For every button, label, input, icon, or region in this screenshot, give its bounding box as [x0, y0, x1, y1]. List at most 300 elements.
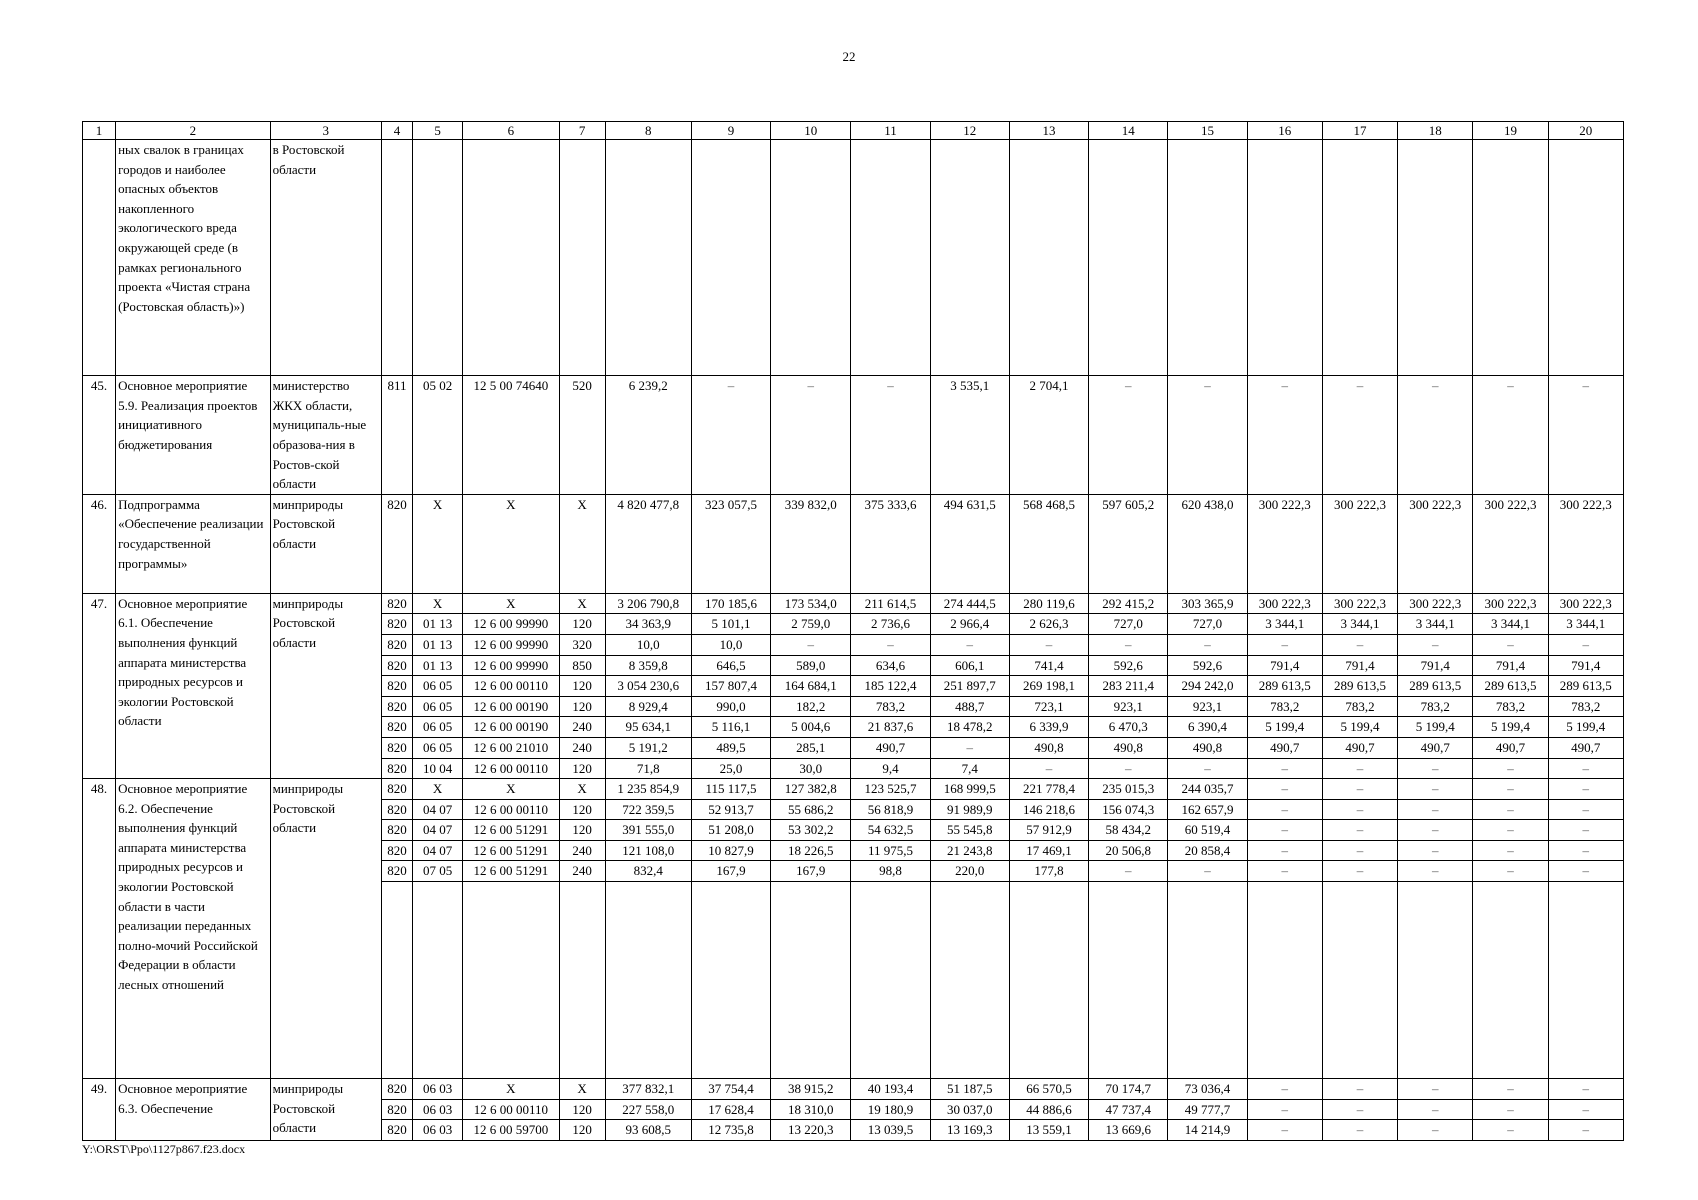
filler-cell — [930, 514, 1009, 593]
table-cell: 3 344,1 — [1247, 614, 1322, 635]
table-cell: 568 468,5 — [1009, 494, 1088, 514]
table-cell: 727,0 — [1089, 614, 1168, 635]
table-cell: – — [1168, 634, 1247, 655]
empty-cell — [463, 140, 559, 376]
table-cell: – — [1548, 376, 1623, 396]
table-cell: 5 199,4 — [1247, 717, 1322, 738]
table-cell: 10,0 — [605, 634, 691, 655]
table-cell: – — [1247, 1079, 1322, 1100]
table-cell: 01 13 — [413, 655, 463, 676]
table-cell: 820 — [381, 696, 412, 717]
table-cell: 820 — [381, 494, 412, 514]
table-cell: 06 05 — [413, 696, 463, 717]
table-cell: 727,0 — [1168, 614, 1247, 635]
table-cell: 3 206 790,8 — [605, 593, 691, 614]
table-cell: – — [1398, 799, 1473, 820]
filler-cell — [1322, 396, 1397, 495]
table-cell: 20 506,8 — [1089, 840, 1168, 861]
row-number: 45. — [83, 376, 116, 495]
table-cell: – — [1548, 758, 1623, 779]
table-cell: 120 — [559, 799, 605, 820]
table-cell: 783,2 — [1247, 696, 1322, 717]
table-cell: 990,0 — [691, 696, 770, 717]
table-cell: 274 444,5 — [930, 593, 1009, 614]
table-cell: 4 820 477,8 — [605, 494, 691, 514]
table-cell: 120 — [559, 676, 605, 697]
table-cell: 55 686,2 — [771, 799, 851, 820]
table-row — [83, 494, 1624, 514]
table-cell: 606,1 — [930, 655, 1009, 676]
table-cell: – — [1398, 758, 1473, 779]
table-cell: 2 759,0 — [771, 614, 851, 635]
column-header: 13 — [1009, 122, 1088, 140]
table-row — [83, 1079, 1624, 1100]
table-cell: – — [1247, 1099, 1322, 1120]
table-cell: 490,7 — [1322, 737, 1397, 758]
column-header: 9 — [691, 122, 770, 140]
table-cell: 811 — [381, 376, 412, 396]
table-cell: – — [1548, 1099, 1623, 1120]
filler-cell — [851, 396, 930, 495]
table-cell: 173 534,0 — [771, 593, 851, 614]
filler-cell — [413, 514, 463, 593]
table-cell: – — [851, 376, 930, 396]
empty-cell — [1089, 140, 1168, 376]
table-cell: 280 119,6 — [1009, 593, 1088, 614]
filler-cell — [691, 396, 770, 495]
table-cell: 70 174,7 — [1089, 1079, 1168, 1100]
table-cell: 60 519,4 — [1168, 820, 1247, 841]
table-body — [83, 140, 1624, 1141]
table-cell: 5 116,1 — [691, 717, 770, 738]
table-cell: 283 211,4 — [1089, 676, 1168, 697]
table-cell: 292 415,2 — [1089, 593, 1168, 614]
table-cell: 47 737,4 — [1089, 1099, 1168, 1120]
filler-cell — [1473, 514, 1548, 593]
table-cell: 592,6 — [1168, 655, 1247, 676]
filler-cell — [1398, 396, 1473, 495]
table-cell: 12 6 00 00110 — [463, 1099, 559, 1120]
table-cell: – — [930, 634, 1009, 655]
table-cell: 592,6 — [1089, 655, 1168, 676]
table-cell: – — [1473, 861, 1548, 882]
table-cell: 211 614,5 — [851, 593, 930, 614]
table-cell: 791,4 — [1247, 655, 1322, 676]
table-cell: Х — [413, 593, 463, 614]
table-cell: Х — [413, 494, 463, 514]
filler-cell — [1009, 396, 1088, 495]
table-cell: 01 13 — [413, 634, 463, 655]
row-number: 47. — [83, 593, 116, 778]
table-cell: 10 827,9 — [691, 840, 770, 861]
table-cell: 06 03 — [413, 1099, 463, 1120]
table-cell: 123 525,7 — [851, 779, 930, 800]
table-cell: 490,7 — [1548, 737, 1623, 758]
filler-cell — [1089, 396, 1168, 495]
table-cell: 240 — [559, 717, 605, 738]
table-cell: – — [1322, 1079, 1397, 1100]
table-cell: 597 605,2 — [1089, 494, 1168, 514]
table-cell: 850 — [559, 655, 605, 676]
table-cell: 240 — [559, 737, 605, 758]
table-cell: 12 5 00 74640 — [463, 376, 559, 396]
table-cell: – — [1089, 758, 1168, 779]
table-cell: 289 613,5 — [1322, 676, 1397, 697]
table-header — [83, 122, 1624, 140]
filler-cell — [381, 882, 412, 1079]
table-cell: 646,5 — [691, 655, 770, 676]
table-cell: 3 535,1 — [930, 376, 1009, 396]
table-cell: 221 778,4 — [1009, 779, 1088, 800]
table-cell: 3 054 230,6 — [605, 676, 691, 697]
table-cell: 120 — [559, 614, 605, 635]
table-cell: – — [1168, 376, 1247, 396]
table-cell: – — [1548, 820, 1623, 841]
row-executor: министерство ЖКХ области, муниципаль-ные образова-ния в Ростов-ской области — [270, 376, 381, 495]
table-cell: 04 07 — [413, 820, 463, 841]
table-cell: 490,8 — [1168, 737, 1247, 758]
filler-cell — [691, 514, 770, 593]
table-cell: 58 434,2 — [1089, 820, 1168, 841]
table-cell: 289 613,5 — [1473, 676, 1548, 697]
table-cell: – — [1168, 758, 1247, 779]
table-cell: – — [1398, 376, 1473, 396]
table-cell: 51 187,5 — [930, 1079, 1009, 1100]
table-cell: 12 6 00 00110 — [463, 799, 559, 820]
table-cell: 11 975,5 — [851, 840, 930, 861]
table-cell: 06 05 — [413, 676, 463, 697]
table-cell: 18 478,2 — [930, 717, 1009, 738]
table-cell: – — [1247, 840, 1322, 861]
table-cell: 3 344,1 — [1398, 614, 1473, 635]
table-cell: 7,4 — [930, 758, 1009, 779]
table-cell: 820 — [381, 758, 412, 779]
filler-cell — [1398, 882, 1473, 1079]
table-cell: – — [930, 737, 1009, 758]
filler-cell — [930, 882, 1009, 1079]
empty-cell — [1247, 140, 1322, 376]
table-cell: 227 558,0 — [605, 1099, 691, 1120]
row-executor: минприроды Ростовской области — [270, 494, 381, 593]
table-cell: 06 05 — [413, 717, 463, 738]
table-cell: 490,7 — [851, 737, 930, 758]
column-header: 7 — [559, 122, 605, 140]
filler-cell — [463, 396, 559, 495]
table-cell: 37 754,4 — [691, 1079, 770, 1100]
table-cell: 12 6 00 21010 — [463, 737, 559, 758]
table-cell: – — [1247, 799, 1322, 820]
filler-cell — [381, 396, 412, 495]
table-cell: 269 198,1 — [1009, 676, 1088, 697]
row-name: Основное мероприятие 5.9. Реализация проектов инициативного бюджетирования — [116, 376, 271, 495]
table-cell: 489,5 — [691, 737, 770, 758]
row-executor: минприроды Ростовской области — [270, 779, 381, 1079]
table-cell: 04 07 — [413, 840, 463, 861]
empty-cell — [851, 140, 930, 376]
table-cell: 300 222,3 — [1548, 593, 1623, 614]
table-cell: – — [1473, 1099, 1548, 1120]
table-cell: 25,0 — [691, 758, 770, 779]
table-cell: 120 — [559, 758, 605, 779]
column-header: 19 — [1473, 122, 1548, 140]
table-cell: 120 — [559, 696, 605, 717]
table-cell: 820 — [381, 737, 412, 758]
table-cell: – — [771, 634, 851, 655]
table-cell: 820 — [381, 861, 412, 882]
table-cell: 01 13 — [413, 614, 463, 635]
filler-cell — [413, 882, 463, 1079]
table-cell: 93 608,5 — [605, 1120, 691, 1141]
row-name: Основное мероприятие 6.2. Обеспечение выполнения функций аппарата министерства природных ресурсов и экологии Ростовской области в части реализации переданных полно-мочий Российской Федерации в области лесных отношений — [116, 779, 271, 1079]
table-cell: – — [1089, 376, 1168, 396]
table-cell: 5 199,4 — [1322, 717, 1397, 738]
table-cell: 95 634,1 — [605, 717, 691, 738]
table-cell: 303 365,9 — [1168, 593, 1247, 614]
table-cell: 820 — [381, 634, 412, 655]
filler-cell — [930, 396, 1009, 495]
filler-cell — [1089, 514, 1168, 593]
table-cell: – — [1473, 820, 1548, 841]
table-cell: 182,2 — [771, 696, 851, 717]
table-cell: 120 — [559, 820, 605, 841]
table-cell: – — [1247, 634, 1322, 655]
column-header: 14 — [1089, 122, 1168, 140]
table-cell: 49 777,7 — [1168, 1099, 1247, 1120]
filler-cell — [559, 396, 605, 495]
table-cell: 13 559,1 — [1009, 1120, 1088, 1141]
filler-cell — [1089, 882, 1168, 1079]
table-cell: 13 220,3 — [771, 1120, 851, 1141]
table-cell: 13 669,6 — [1089, 1120, 1168, 1141]
table-cell: – — [1089, 861, 1168, 882]
filler-cell — [381, 514, 412, 593]
table-cell: 12 6 00 00190 — [463, 696, 559, 717]
table-cell: – — [1398, 1099, 1473, 1120]
table-cell: 38 915,2 — [771, 1079, 851, 1100]
table-cell: 820 — [381, 1099, 412, 1120]
table-cell: 19 180,9 — [851, 1099, 930, 1120]
table-cell: 783,2 — [1398, 696, 1473, 717]
table-cell: 820 — [381, 799, 412, 820]
table-cell: 490,7 — [1398, 737, 1473, 758]
table-cell: 300 222,3 — [1473, 593, 1548, 614]
table-cell: 820 — [381, 655, 412, 676]
table-cell: 2 736,6 — [851, 614, 930, 635]
empty-cell — [381, 140, 412, 376]
table-cell: – — [1322, 799, 1397, 820]
table-cell: 244 035,7 — [1168, 779, 1247, 800]
table-cell: – — [1398, 1120, 1473, 1141]
table-cell: 300 222,3 — [1398, 494, 1473, 514]
table-cell: 120 — [559, 1099, 605, 1120]
table-cell: 923,1 — [1089, 696, 1168, 717]
filler-cell — [605, 514, 691, 593]
table-cell: 17 469,1 — [1009, 840, 1088, 861]
filler-cell — [691, 882, 770, 1079]
table-cell: – — [1548, 861, 1623, 882]
table-cell: – — [1473, 758, 1548, 779]
row-name: ных свалок в границах городов и наиболее опасных объектов накопленного экологического вреда окружающей среде (в рамках регионального проекта «Чистая страна (Ростовская область)») — [116, 140, 271, 376]
table-row — [83, 779, 1624, 800]
table-cell: 9,4 — [851, 758, 930, 779]
filler-cell — [605, 396, 691, 495]
table-cell: 12 6 00 00110 — [463, 676, 559, 697]
table-cell: 21 837,6 — [851, 717, 930, 738]
table-cell: 121 108,0 — [605, 840, 691, 861]
table-cell: – — [1247, 861, 1322, 882]
table-cell: – — [851, 634, 930, 655]
table-cell: 56 818,9 — [851, 799, 930, 820]
table-cell: 06 03 — [413, 1120, 463, 1141]
table-row — [83, 140, 1624, 376]
table-cell: 820 — [381, 820, 412, 841]
table-cell: 91 989,9 — [930, 799, 1009, 820]
row-executor: минприроды Ростовской области — [270, 593, 381, 778]
table-cell: 177,8 — [1009, 861, 1088, 882]
filler-cell — [771, 396, 851, 495]
table-cell: 12 6 00 00110 — [463, 758, 559, 779]
table-cell: Х — [559, 779, 605, 800]
table-cell: – — [1009, 758, 1088, 779]
table-cell: 164 684,1 — [771, 676, 851, 697]
filler-cell — [1322, 514, 1397, 593]
row-number: 46. — [83, 494, 116, 593]
empty-cell — [605, 140, 691, 376]
table-cell: 490,7 — [1247, 737, 1322, 758]
table-cell: 2 626,3 — [1009, 614, 1088, 635]
budget-table — [82, 121, 1624, 1141]
table-cell: 162 657,9 — [1168, 799, 1247, 820]
column-header: 20 — [1548, 122, 1623, 140]
table-cell: 146 218,6 — [1009, 799, 1088, 820]
empty-cell — [691, 140, 770, 376]
table-cell: – — [1322, 779, 1397, 800]
table-cell: – — [1473, 1120, 1548, 1141]
filler-cell — [851, 882, 930, 1079]
filler-cell — [771, 882, 851, 1079]
table-cell: 820 — [381, 717, 412, 738]
table-cell: 18 226,5 — [771, 840, 851, 861]
filler-cell — [559, 882, 605, 1079]
table-cell: 8 929,4 — [605, 696, 691, 717]
table-cell: 6 339,9 — [1009, 717, 1088, 738]
table-cell: 3 344,1 — [1322, 614, 1397, 635]
table-cell: 40 193,4 — [851, 1079, 930, 1100]
table-cell: 06 05 — [413, 737, 463, 758]
table-cell: 783,2 — [1322, 696, 1397, 717]
table-cell: 377 832,1 — [605, 1079, 691, 1100]
table-cell: – — [1247, 820, 1322, 841]
table-cell: Х — [559, 593, 605, 614]
table-cell: 620 438,0 — [1168, 494, 1247, 514]
table-cell: 98,8 — [851, 861, 930, 882]
table-cell: – — [1473, 634, 1548, 655]
table-cell: 12 6 00 51291 — [463, 840, 559, 861]
empty-cell — [1168, 140, 1247, 376]
table-cell: 8 359,8 — [605, 655, 691, 676]
table-cell: – — [771, 376, 851, 396]
table-cell: 66 570,5 — [1009, 1079, 1088, 1100]
table-cell: 6 470,3 — [1089, 717, 1168, 738]
table-cell: 54 632,5 — [851, 820, 930, 841]
table-cell: 300 222,3 — [1247, 593, 1322, 614]
table-cell: 10,0 — [691, 634, 770, 655]
table-cell: – — [1247, 758, 1322, 779]
empty-cell — [1548, 140, 1623, 376]
table-cell: 17 628,4 — [691, 1099, 770, 1120]
column-header: 12 — [930, 122, 1009, 140]
table-cell: 44 886,6 — [1009, 1099, 1088, 1120]
table-cell: 12 6 00 99990 — [463, 634, 559, 655]
table-cell: – — [1548, 799, 1623, 820]
row-executor: минприроды Ростовской области — [270, 1079, 381, 1141]
column-header: 18 — [1398, 122, 1473, 140]
table-cell: – — [1398, 840, 1473, 861]
table-cell: 73 036,4 — [1168, 1079, 1247, 1100]
table-cell: – — [1398, 634, 1473, 655]
table-cell: – — [1322, 376, 1397, 396]
table-cell: 13 039,5 — [851, 1120, 930, 1141]
table-cell: 285,1 — [771, 737, 851, 758]
table-cell: 05 02 — [413, 376, 463, 396]
filler-cell — [559, 514, 605, 593]
table-cell: 300 222,3 — [1247, 494, 1322, 514]
table-cell: 5 004,6 — [771, 717, 851, 738]
table-cell: 589,0 — [771, 655, 851, 676]
row-name: Основное мероприятие 6.1. Обеспечение выполнения функций аппарата министерства природных ресурсов и экологии Ростовской области — [116, 593, 271, 778]
table-cell: 323 057,5 — [691, 494, 770, 514]
table-cell: 120 — [559, 1120, 605, 1141]
table-cell: – — [1398, 861, 1473, 882]
table-cell: 115 117,5 — [691, 779, 770, 800]
filler-cell — [1168, 514, 1247, 593]
filler-cell — [1398, 514, 1473, 593]
filler-cell — [1548, 396, 1623, 495]
filler-cell — [1473, 882, 1548, 1079]
table-cell: 490,8 — [1009, 737, 1088, 758]
table-cell: 300 222,3 — [1398, 593, 1473, 614]
table-cell: 300 222,3 — [1473, 494, 1548, 514]
footer-file-path: Y:\ORST\Ppo\1127p867.f23.docx — [82, 1142, 246, 1156]
table-cell: 12 6 00 51291 — [463, 820, 559, 841]
table-cell: – — [1322, 820, 1397, 841]
filler-cell — [771, 514, 851, 593]
table-cell: 20 858,4 — [1168, 840, 1247, 861]
table-cell: 167,9 — [691, 861, 770, 882]
table-cell: – — [1322, 840, 1397, 861]
table-cell: 520 — [559, 376, 605, 396]
table-cell: 3 344,1 — [1473, 614, 1548, 635]
filler-cell — [1009, 882, 1088, 1079]
table-cell: Х — [463, 1079, 559, 1100]
column-header: 16 — [1247, 122, 1322, 140]
table-cell: 490,8 — [1089, 737, 1168, 758]
table-cell: 5 199,4 — [1473, 717, 1548, 738]
table-cell: 185 122,4 — [851, 676, 930, 697]
table-cell: 289 613,5 — [1247, 676, 1322, 697]
row-name: Подпрограмма «Обеспечение реализации государственной программы» — [116, 494, 271, 593]
filler-cell — [1168, 396, 1247, 495]
column-header: 4 — [381, 122, 412, 140]
empty-cell — [1322, 140, 1397, 376]
table-cell: 51 208,0 — [691, 820, 770, 841]
table-cell: Х — [463, 593, 559, 614]
table-cell: Х — [559, 1079, 605, 1100]
table-cell: 12 6 00 59700 — [463, 1120, 559, 1141]
table-cell: 494 631,5 — [930, 494, 1009, 514]
row-number: 49. — [83, 1079, 116, 1141]
table-cell: – — [1322, 861, 1397, 882]
